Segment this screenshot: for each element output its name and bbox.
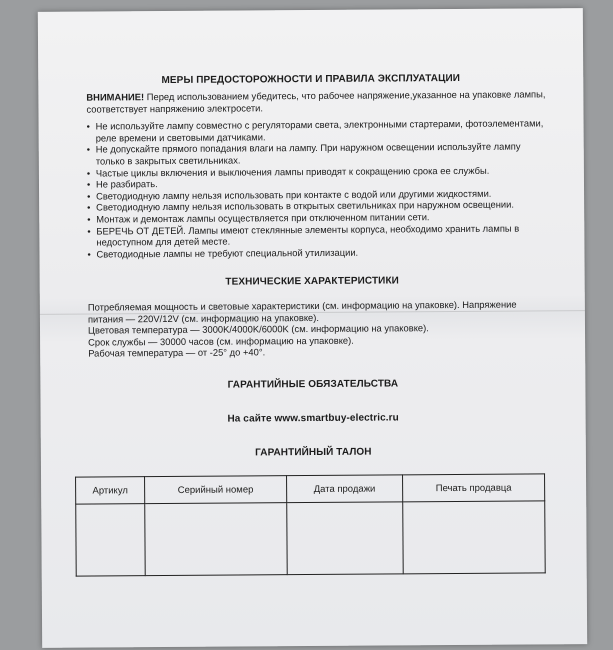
instruction-sheet bbox=[38, 8, 587, 648]
warranty-coupon-table bbox=[75, 473, 546, 576]
cell-sale-date[interactable] bbox=[286, 502, 403, 575]
list-item: • Частые циклы включения и выключения лампы приводят к сокращению срока ее службы. bbox=[87, 164, 550, 179]
list-item: • Не разбирать. bbox=[87, 175, 550, 190]
list-item: • БЕРЕЧЬ ОТ ДЕТЕЙ. Лампы имеют стеклянные элементы корпуса, необходимо хранить лампы в недоступном для детей месте. bbox=[87, 222, 550, 248]
spec-line: Цветовая температура — 3000K/4000K/6000K (см. информацию на упаковке). bbox=[87, 322, 429, 336]
column-article: Артикул bbox=[76, 477, 145, 504]
spec-line: Рабочая температура — от -25° до +40°. bbox=[88, 346, 266, 359]
list-item: • Светодиодные лампы не требуют специальной утилизации. bbox=[87, 245, 550, 260]
precautions-title: МЕРЫ ПРЕДОСТОРОЖНОСТИ И ПРАВИЛА ЭКСПЛУАТАЦИИ bbox=[161, 72, 461, 87]
list-item: • Монтаж и демонтаж лампы осуществляется при отключенном питании сети. bbox=[87, 210, 550, 225]
spec-line: Потребляемая мощность и световые характеристики (см. информацию на упаковке). Напряжение питания — 220V/12V (см. информацию на упаковке). bbox=[87, 298, 517, 325]
table-row bbox=[76, 501, 545, 576]
cell-article[interactable] bbox=[76, 504, 146, 576]
warning-text: Перед использованием убедитесь, что рабочее напряжение,указанное на упаковке лампы, соответствует напряжению электросети. bbox=[86, 88, 546, 115]
spec-line: Срок службы — 30000 часов (см. информацию на упаковке). bbox=[88, 334, 354, 348]
column-sale-date: Дата продажи bbox=[286, 475, 403, 503]
list-item: • Светодиодную лампу нельзя использовать при контакте с водой или другими жидкостями. bbox=[87, 187, 550, 202]
specs-title: ТЕХНИЧЕСКИЕ ХАРАКТЕРИСТИКИ bbox=[225, 275, 399, 288]
specs-block bbox=[88, 298, 551, 359]
table-header-row bbox=[76, 474, 545, 504]
coupon-title: ГАРАНТИЙНЫЙ ТАЛОН bbox=[255, 446, 372, 459]
list-item: • Светодиодную лампу нельзя использовать в открытых светильниках при наружном освещении. bbox=[87, 199, 550, 214]
warranty-site: На сайте www.smartbuy-electric.ru bbox=[227, 412, 399, 425]
warning-label: ВНИМАНИЕ! bbox=[86, 91, 145, 103]
cell-serial-number[interactable] bbox=[145, 503, 287, 576]
warning-paragraph bbox=[86, 88, 549, 114]
cell-seller-stamp[interactable] bbox=[403, 501, 545, 574]
list-item: • Не используйте лампу совместно с регуляторами света, электронными стартерами, фотоэлементами, реле времени и световыми датчиками. bbox=[87, 118, 550, 144]
column-serial-number: Серийный номер bbox=[145, 476, 287, 504]
warranty-title: ГАРАНТИЙНЫЕ ОБЯЗАТЕЛЬСТВА bbox=[227, 378, 399, 391]
precautions-list bbox=[87, 118, 551, 260]
list-item: • Не допускайте прямого попадания влаги на лампу. При наружном освещении используйте лампу только в закрытых светильниках. bbox=[87, 141, 550, 167]
precautions-block bbox=[86, 88, 550, 260]
column-seller-stamp: Печать продавца bbox=[403, 474, 545, 502]
